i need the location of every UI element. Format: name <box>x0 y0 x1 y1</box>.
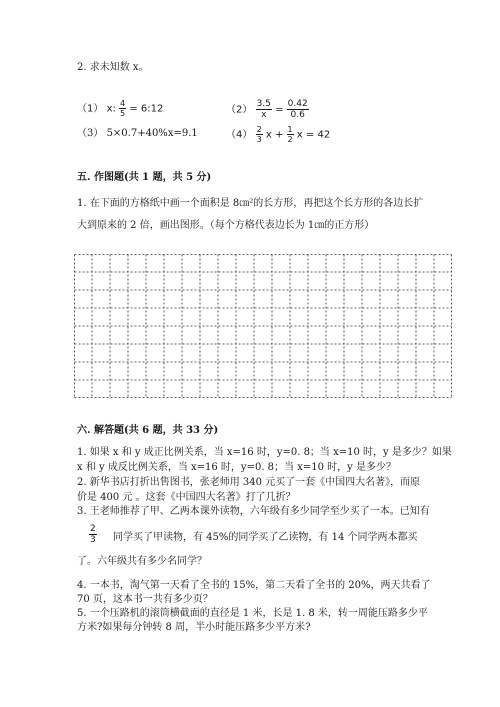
fraction-numerator: 2 <box>256 125 262 134</box>
equation-1 <box>77 99 163 118</box>
equation-3-text: 5×0.7+40%x=9.1 <box>106 128 198 139</box>
section-6-q3-line3: 了。六年级共有多少名同学？ <box>77 556 207 567</box>
equation-2-label: （2） <box>226 104 253 116</box>
equation-4-post: x = 42 <box>296 129 331 141</box>
fraction-numerator: 0.42 <box>287 99 308 109</box>
equation-3 <box>77 127 198 141</box>
section-5-title: 五. 作图题(共 1 题，共 5 分) <box>77 172 212 183</box>
fraction-denominator: 5 <box>120 109 126 118</box>
equation-1-pre: x: <box>106 103 116 115</box>
equation-1-fraction <box>119 99 126 118</box>
fraction-numerator: 1 <box>287 125 293 134</box>
section-6-q3-line2: 同学买了甲读物，有 45%的同学买了乙读物，有 14 个同学两本都买 <box>113 532 418 543</box>
section-6-q1-line1: 1. 如果 x 和 y 成正比例关系，当 x=16 时，y=0. 8；当 x=10 时，y 是多少？如果 <box>77 447 452 458</box>
equation-2-equals: = <box>275 104 284 116</box>
equation-4-label: （4） <box>226 129 253 141</box>
fraction-numerator: 2 <box>90 524 96 534</box>
section-6-q4-line2: 70 页，这本书一共有多少页？ <box>77 594 213 605</box>
equation-2-fraction-left <box>256 99 272 120</box>
equation-4-mid: x + <box>265 129 284 141</box>
fraction-denominator: 3 <box>90 535 96 545</box>
grid-lines <box>74 254 452 398</box>
fraction-numerator: 4 <box>120 99 126 108</box>
section-6-title: 六. 解答题(共 6 题，共 33 分) <box>77 425 219 436</box>
equation-1-label: （1） <box>77 103 104 115</box>
section-6-q5-line2: 方米?如果每分钟转 8 周，半小时能压路多少平方米? <box>77 622 311 633</box>
equation-3-label: （3） <box>77 128 104 139</box>
section-5-q1-line2: 大到原来的 2 倍，画出图形。（每个方格代表边长为 1㎝的正方形） <box>77 220 375 231</box>
equation-4-fraction-2 <box>287 125 294 144</box>
section-6-q5-line1: 5. 一个压路机的滚筒横截面的直径是 1 米，长是 1. 8 米，转一周能压路多少平 <box>77 608 428 619</box>
section-5-q1-line1: 1. 在下面的方格纸中画一个面积是 8㎝²的长方形，再把这个长方形的各边长扩 <box>77 198 424 209</box>
equation-2-fraction-right <box>287 99 309 120</box>
section-6-q1-line2: x 和 y 成反比例关系，当 x=16 时，y=0. 8；当 x=10 时，y 是多少？ <box>77 462 396 473</box>
section-6-q3-line1: 3. 王老师推荐了甲、乙两本课外读物，六年级有多少同学至少买了一本。已知有 <box>77 506 430 517</box>
fraction-numerator: 3.5 <box>256 99 271 109</box>
section-6-q4-line1: 4. 一本书，淘气第一天看了全书的 15%，第二天看了全书的 20%，两天共看了 <box>77 580 431 591</box>
graph-paper-grid <box>74 254 452 398</box>
fraction-denominator: x <box>261 110 267 120</box>
fraction-denominator: 3 <box>256 135 262 144</box>
section-6-q2-line2: 价是 400 元 。这套《中国四大名著》打了几折？ <box>77 492 296 503</box>
equation-1-post: = 6:12 <box>129 103 164 115</box>
section-6-q3-fraction <box>89 524 97 545</box>
question-2-title: 2. 求未知数 x。 <box>77 62 149 73</box>
equation-2 <box>226 99 309 120</box>
fraction-denominator: 2 <box>287 135 293 144</box>
section-6-q2-line1: 2. 新华书店打折出售图书，张老师用 340 元买了一套《中国四大名著》，而原 <box>77 477 421 488</box>
fraction-denominator: 0.6 <box>290 110 305 120</box>
equation-4-fraction-1 <box>256 125 263 144</box>
equation-4 <box>226 125 330 144</box>
